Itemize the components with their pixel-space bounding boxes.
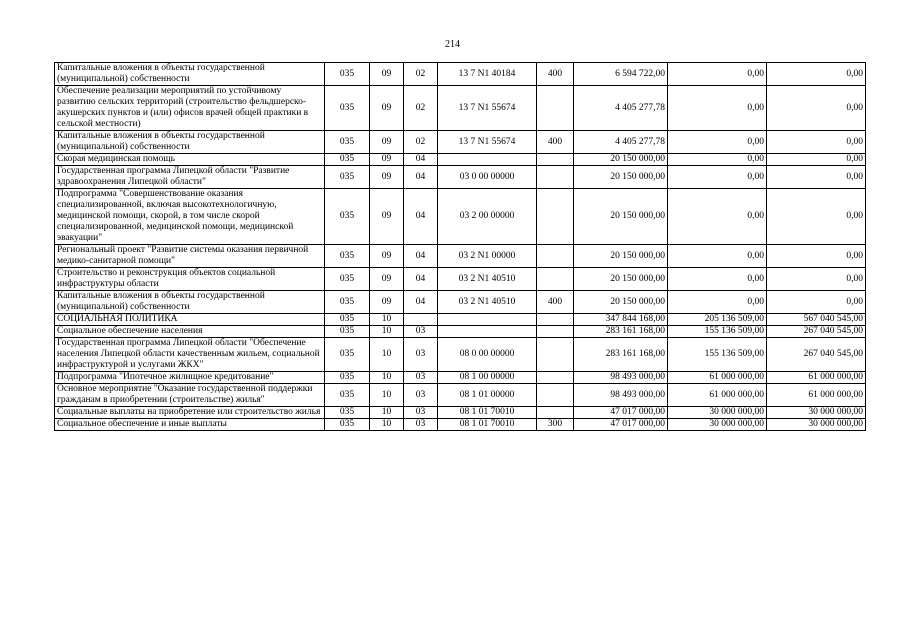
row-target-code bbox=[438, 326, 537, 338]
row-name: Капитальные вложения в объекты государственной (муниципальной) собственности bbox=[55, 291, 325, 314]
row-section-code: 10 bbox=[370, 372, 404, 384]
row-subsection-code: 04 bbox=[404, 291, 438, 314]
row-section-code: 10 bbox=[370, 384, 404, 407]
table-row bbox=[55, 384, 866, 407]
row-target-code: 08 0 00 00000 bbox=[438, 338, 537, 372]
row-section-code: 10 bbox=[370, 314, 404, 326]
row-sum-year-1: 20 150 000,00 bbox=[574, 268, 668, 291]
row-sum-year-3: 0,00 bbox=[767, 291, 866, 314]
table-row bbox=[55, 63, 866, 86]
row-ministry-code: 035 bbox=[325, 419, 370, 431]
row-sum-year-1: 47 017 000,00 bbox=[574, 407, 668, 419]
row-sum-year-2: 0,00 bbox=[668, 86, 767, 131]
row-expense-kind bbox=[537, 384, 574, 407]
row-section-code: 09 bbox=[370, 86, 404, 131]
row-sum-year-2: 0,00 bbox=[668, 291, 767, 314]
row-sum-year-3: 0,00 bbox=[767, 189, 866, 245]
table-row bbox=[55, 189, 866, 245]
row-section-code: 09 bbox=[370, 154, 404, 166]
row-section-code: 10 bbox=[370, 407, 404, 419]
row-target-code: 08 1 01 70010 bbox=[438, 407, 537, 419]
row-sum-year-3: 61 000 000,00 bbox=[767, 384, 866, 407]
row-sum-year-2: 61 000 000,00 bbox=[668, 372, 767, 384]
row-target-code: 03 2 N1 00000 bbox=[438, 245, 537, 268]
row-subsection-code: 04 bbox=[404, 189, 438, 245]
row-name: Государственная программа Липецкой области "Обеспечение населения Липецкой области качественным жильем, социальной инфраструктурой и услугами ЖКХ" bbox=[55, 338, 325, 372]
row-sum-year-2: 30 000 000,00 bbox=[668, 419, 767, 431]
row-name: Подпрограмма "Ипотечное жилищное кредитование" bbox=[55, 372, 325, 384]
row-name: Капитальные вложения в объекты государственной (муниципальной) собственности bbox=[55, 131, 325, 154]
row-target-code: 03 2 00 00000 bbox=[438, 189, 537, 245]
row-ministry-code: 035 bbox=[325, 314, 370, 326]
row-target-code: 13 7 N1 55674 bbox=[438, 86, 537, 131]
row-sum-year-1: 47 017 000,00 bbox=[574, 419, 668, 431]
row-ministry-code: 035 bbox=[325, 338, 370, 372]
row-sum-year-1: 98 493 000,00 bbox=[574, 372, 668, 384]
row-sum-year-2: 205 136 509,00 bbox=[668, 314, 767, 326]
row-expense-kind bbox=[537, 407, 574, 419]
row-section-code: 09 bbox=[370, 131, 404, 154]
row-target-code: 03 2 N1 40510 bbox=[438, 268, 537, 291]
row-expense-kind bbox=[537, 86, 574, 131]
row-subsection-code: 03 bbox=[404, 372, 438, 384]
row-expense-kind: 400 bbox=[537, 63, 574, 86]
row-target-code: 03 0 00 00000 bbox=[438, 166, 537, 189]
row-subsection-code: 03 bbox=[404, 419, 438, 431]
row-name: Социальные выплаты на приобретение или строительство жилья bbox=[55, 407, 325, 419]
row-name: Социальное обеспечение и иные выплаты bbox=[55, 419, 325, 431]
table-row bbox=[55, 326, 866, 338]
row-target-code: 08 1 00 00000 bbox=[438, 372, 537, 384]
row-sum-year-3: 0,00 bbox=[767, 166, 866, 189]
row-sum-year-2: 0,00 bbox=[668, 154, 767, 166]
row-sum-year-1: 20 150 000,00 bbox=[574, 154, 668, 166]
row-subsection-code: 04 bbox=[404, 245, 438, 268]
row-sum-year-2: 61 000 000,00 bbox=[668, 384, 767, 407]
row-section-code: 10 bbox=[370, 419, 404, 431]
row-sum-year-2: 0,00 bbox=[668, 166, 767, 189]
row-section-code: 09 bbox=[370, 63, 404, 86]
row-ministry-code: 035 bbox=[325, 166, 370, 189]
row-name: Государственная программа Липецкой области "Развитие здравоохранения Липецкой области" bbox=[55, 166, 325, 189]
row-sum-year-1: 283 161 168,00 bbox=[574, 326, 668, 338]
row-sum-year-3: 0,00 bbox=[767, 86, 866, 131]
row-target-code: 13 7 N1 55674 bbox=[438, 131, 537, 154]
table-row bbox=[55, 338, 866, 372]
row-sum-year-1: 20 150 000,00 bbox=[574, 189, 668, 245]
row-expense-kind bbox=[537, 245, 574, 268]
row-ministry-code: 035 bbox=[325, 86, 370, 131]
row-subsection-code: 03 bbox=[404, 338, 438, 372]
row-sum-year-3: 0,00 bbox=[767, 63, 866, 86]
row-subsection-code: 03 bbox=[404, 384, 438, 407]
row-sum-year-2: 30 000 000,00 bbox=[668, 407, 767, 419]
row-expense-kind bbox=[537, 338, 574, 372]
row-name: Региональный проект "Развитие системы оказания первичной медико-санитарной помощи" bbox=[55, 245, 325, 268]
row-sum-year-2: 155 136 509,00 bbox=[668, 326, 767, 338]
row-name: Основное мероприятие "Оказание государственной поддержки гражданам в приобретении (строительстве) жилья" bbox=[55, 384, 325, 407]
row-sum-year-2: 0,00 bbox=[668, 245, 767, 268]
row-expense-kind bbox=[537, 314, 574, 326]
row-sum-year-3: 267 040 545,00 bbox=[767, 326, 866, 338]
row-name: Строительство и реконструкция объектов социальной инфраструктуры области bbox=[55, 268, 325, 291]
row-target-code: 03 2 N1 40510 bbox=[438, 291, 537, 314]
row-ministry-code: 035 bbox=[325, 245, 370, 268]
row-ministry-code: 035 bbox=[325, 384, 370, 407]
row-subsection-code: 04 bbox=[404, 268, 438, 291]
row-expense-kind bbox=[537, 166, 574, 189]
table-row bbox=[55, 131, 866, 154]
table-row bbox=[55, 154, 866, 166]
row-target-code: 08 1 01 00000 bbox=[438, 384, 537, 407]
budget-table-body bbox=[55, 63, 866, 431]
row-sum-year-1: 98 493 000,00 bbox=[574, 384, 668, 407]
row-section-code: 09 bbox=[370, 166, 404, 189]
row-target-code: 08 1 01 70010 bbox=[438, 419, 537, 431]
row-sum-year-3: 30 000 000,00 bbox=[767, 419, 866, 431]
row-expense-kind bbox=[537, 189, 574, 245]
row-sum-year-3: 0,00 bbox=[767, 268, 866, 291]
row-ministry-code: 035 bbox=[325, 63, 370, 86]
page-number: 214 bbox=[445, 39, 460, 50]
row-sum-year-3: 61 000 000,00 bbox=[767, 372, 866, 384]
row-target-code: 13 7 N1 40184 bbox=[438, 63, 537, 86]
table-row bbox=[55, 291, 866, 314]
table-row bbox=[55, 268, 866, 291]
row-sum-year-2: 0,00 bbox=[668, 189, 767, 245]
row-sum-year-3: 0,00 bbox=[767, 245, 866, 268]
row-sum-year-1: 347 844 168,00 bbox=[574, 314, 668, 326]
row-sum-year-3: 267 040 545,00 bbox=[767, 338, 866, 372]
row-sum-year-1: 20 150 000,00 bbox=[574, 291, 668, 314]
row-section-code: 09 bbox=[370, 245, 404, 268]
row-ministry-code: 035 bbox=[325, 407, 370, 419]
table-row bbox=[55, 166, 866, 189]
row-ministry-code: 035 bbox=[325, 291, 370, 314]
table-row bbox=[55, 314, 866, 326]
row-sum-year-1: 4 405 277,78 bbox=[574, 86, 668, 131]
row-subsection-code: 02 bbox=[404, 86, 438, 131]
row-name: Подпрограмма "Совершенствование оказания специализированной, включая высокотехнологичную, медицинской помощи, скорой, в том числе скорой специализированной, медицинской помощи, медицинской эвакуации" bbox=[55, 189, 325, 245]
table-row bbox=[55, 86, 866, 131]
row-expense-kind: 300 bbox=[537, 419, 574, 431]
row-name: Социальное обеспечение населения bbox=[55, 326, 325, 338]
row-name: Капитальные вложения в объекты государственной (муниципальной) собственности bbox=[55, 63, 325, 86]
row-sum-year-1: 6 594 722,00 bbox=[574, 63, 668, 86]
row-sum-year-3: 567 040 545,00 bbox=[767, 314, 866, 326]
row-subsection-code: 02 bbox=[404, 63, 438, 86]
row-section-code: 09 bbox=[370, 189, 404, 245]
row-section-code: 10 bbox=[370, 326, 404, 338]
row-sum-year-1: 20 150 000,00 bbox=[574, 245, 668, 268]
row-sum-year-3: 0,00 bbox=[767, 131, 866, 154]
row-sum-year-2: 0,00 bbox=[668, 63, 767, 86]
row-ministry-code: 035 bbox=[325, 189, 370, 245]
row-target-code bbox=[438, 154, 537, 166]
row-sum-year-1: 283 161 168,00 bbox=[574, 338, 668, 372]
row-sum-year-1: 4 405 277,78 bbox=[574, 131, 668, 154]
row-section-code: 09 bbox=[370, 291, 404, 314]
row-name: СОЦИАЛЬНАЯ ПОЛИТИКА bbox=[55, 314, 325, 326]
row-sum-year-1: 20 150 000,00 bbox=[574, 166, 668, 189]
row-section-code: 09 bbox=[370, 268, 404, 291]
table-row bbox=[55, 372, 866, 384]
budget-table bbox=[54, 62, 866, 431]
row-expense-kind bbox=[537, 154, 574, 166]
row-expense-kind bbox=[537, 326, 574, 338]
row-sum-year-2: 0,00 bbox=[668, 131, 767, 154]
row-subsection-code: 04 bbox=[404, 154, 438, 166]
row-sum-year-3: 0,00 bbox=[767, 154, 866, 166]
row-expense-kind: 400 bbox=[537, 291, 574, 314]
row-ministry-code: 035 bbox=[325, 131, 370, 154]
row-subsection-code: 04 bbox=[404, 166, 438, 189]
row-expense-kind bbox=[537, 372, 574, 384]
row-subsection-code bbox=[404, 314, 438, 326]
row-target-code bbox=[438, 314, 537, 326]
row-expense-kind: 400 bbox=[537, 131, 574, 154]
row-expense-kind bbox=[537, 268, 574, 291]
row-ministry-code: 035 bbox=[325, 268, 370, 291]
table-row bbox=[55, 245, 866, 268]
row-section-code: 10 bbox=[370, 338, 404, 372]
table-row bbox=[55, 419, 866, 431]
row-subsection-code: 03 bbox=[404, 326, 438, 338]
row-sum-year-2: 0,00 bbox=[668, 268, 767, 291]
row-subsection-code: 02 bbox=[404, 131, 438, 154]
row-sum-year-2: 155 136 509,00 bbox=[668, 338, 767, 372]
row-name: Скорая медицинская помощь bbox=[55, 154, 325, 166]
table-row bbox=[55, 407, 866, 419]
row-ministry-code: 035 bbox=[325, 154, 370, 166]
row-ministry-code: 035 bbox=[325, 326, 370, 338]
row-sum-year-3: 30 000 000,00 bbox=[767, 407, 866, 419]
row-ministry-code: 035 bbox=[325, 372, 370, 384]
row-subsection-code: 03 bbox=[404, 407, 438, 419]
row-name: Обеспечение реализации мероприятий по устойчивому развитию сельских территорий (строительство фельдшерско-акушерских пунктов и (или) офисов врачей общей практики в сельской местности) bbox=[55, 86, 325, 131]
